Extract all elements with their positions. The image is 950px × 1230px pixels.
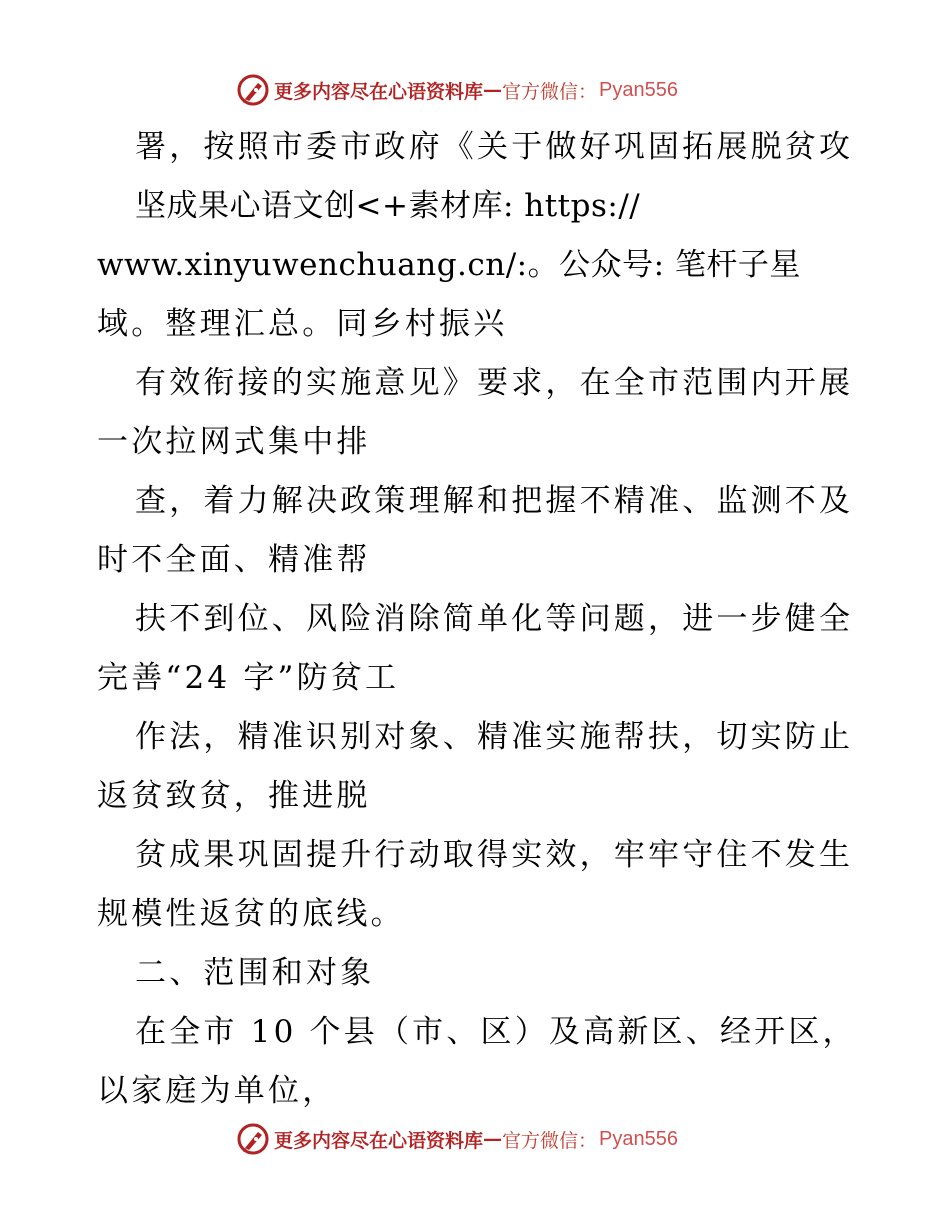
pen-logo-icon: [236, 73, 270, 107]
text-line: 署，按照市委市政府《关于做好巩固拓展脱贫攻: [135, 129, 854, 165]
text-line: 有效衔接的实施意见》要求，在全市范围内开展: [135, 365, 854, 401]
wechat-label: 官方微信：: [502, 80, 598, 103]
text-line: 时不全面、精准帮: [97, 542, 371, 578]
text-line: 以家庭为单位，: [97, 1073, 337, 1109]
text-line: 查，着力解决政策理解和把握不精准、监测不及: [135, 483, 854, 519]
footer-banner: [236, 1122, 678, 1156]
text-line: 扶不到位、风险消除简单化等问题，进一步健全: [135, 601, 854, 637]
text-line: 规模性返贫的底线。: [97, 896, 405, 932]
document-body: [97, 125, 867, 1128]
wechat-label: 官方微信：: [502, 1129, 598, 1152]
text-line: 完善“24 字”防贫工: [97, 660, 400, 696]
wechat-id: Pyan556: [599, 1127, 678, 1150]
brand-text: 更多内容尽在心语资料库: [274, 80, 484, 103]
banner-dash: —: [483, 79, 503, 101]
wechat-id: Pyan556: [599, 78, 678, 101]
text-line: 一次拉网式集中排: [97, 424, 371, 460]
section-heading: 二、范围和对象: [135, 955, 375, 991]
text-line: 作法，精准识别对象、精准实施帮扶，切实防止: [135, 719, 854, 755]
text-line: 域。整理汇总。同乡村振兴: [97, 306, 508, 342]
text-line: 在全市 10 个县（市、区）及高新区、经开区，: [135, 1014, 857, 1050]
text-line: 坚成果心语文创<+素材库: https://: [135, 188, 641, 224]
pen-logo-icon: [236, 1122, 270, 1156]
text-line: www.xinyuwenchuang.cn/:。公众号: 笔杆子星: [97, 247, 801, 283]
brand-text: 更多内容尽在心语资料库: [274, 1129, 484, 1152]
header-banner: [236, 73, 678, 107]
banner-dash: —: [483, 1128, 503, 1150]
text-line: 返贫致贫，推进脱: [97, 778, 371, 814]
text-line: 贫成果巩固提升行动取得实效，牢牢守住不发生: [135, 837, 854, 873]
